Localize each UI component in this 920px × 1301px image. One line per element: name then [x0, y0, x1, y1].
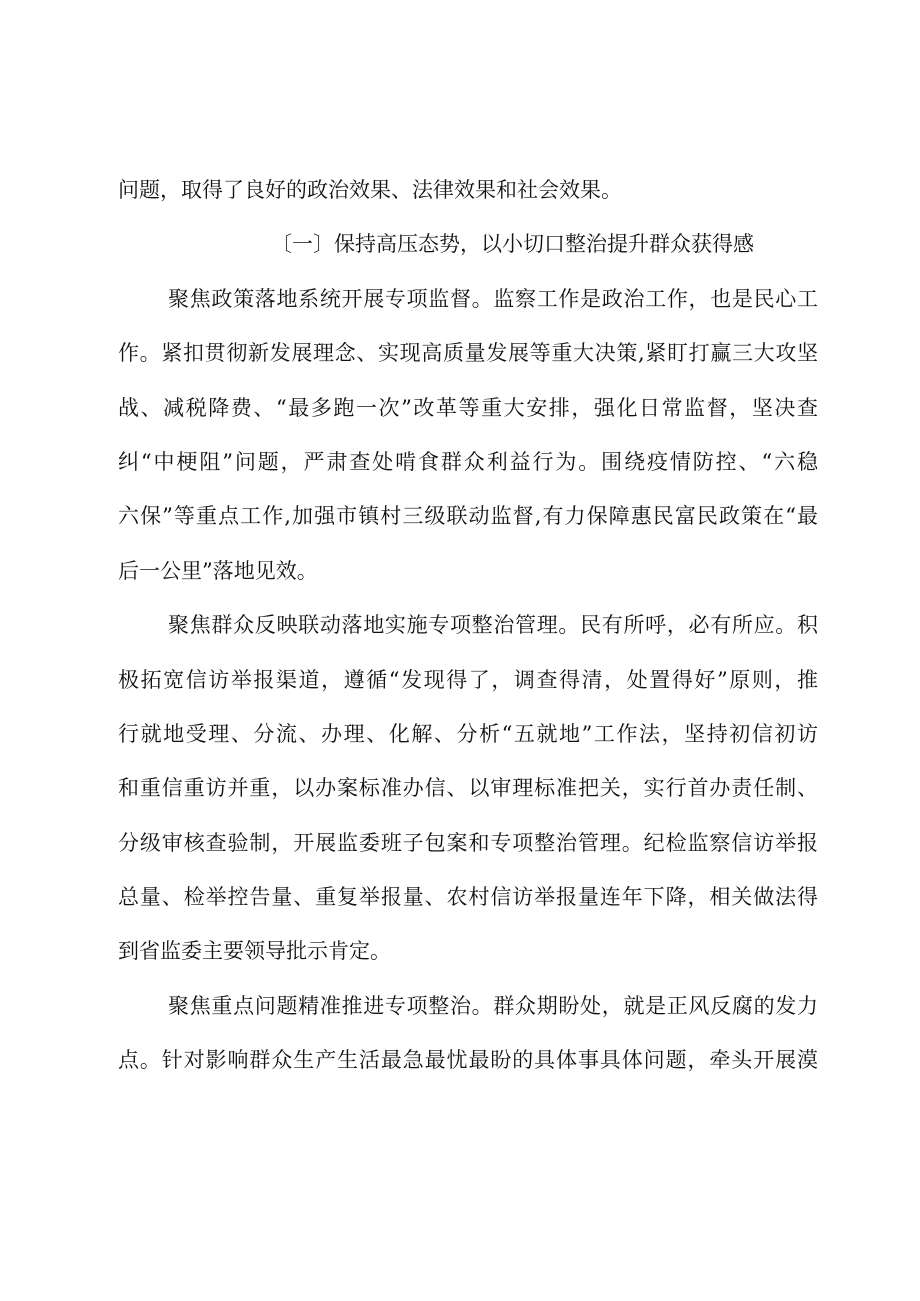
- paragraph-line: 纠“中梗阻”问题，严肃查处啃食群众利益行为。围绕疫情防控、“六稳: [118, 449, 818, 474]
- paragraph-line: 到省监委主要领导批示肯定。: [118, 939, 391, 964]
- paragraph-line: 六保”等重点工作,加强市镇村三级联动监督,有力保障惠民富民政策在“最: [118, 504, 818, 529]
- paragraph-line: 问题，取得了良好的政治效果、法律效果和社会效果。: [118, 178, 622, 202]
- section-heading: 〔一〕保持高压态势，以小切口整治提升群众获得感: [271, 232, 754, 257]
- paragraph-line: 后一公里”落地见效。: [118, 558, 318, 583]
- paragraph-line: 战、减税降费、“最多跑一次”改革等重大安排，强化日常监督，坚决查: [118, 395, 818, 420]
- paragraph-line: 聚焦重点问题精准推进专项整治。群众期盼处，就是正风反腐的发力: [168, 993, 818, 1018]
- paragraph-line: 极拓宽信访举报渠道，遵循“发现得了，调查得清，处置得好”原则，推: [118, 667, 818, 692]
- paragraph-line: 和重信重访并重，以办案标准办信、以审理标准把关，实行首办责任制、: [118, 776, 818, 801]
- paragraph-line: 作。紧扣贯彻新发展理念、实现高质量发展等重大决策,紧盯打赢三大攻坚: [118, 341, 818, 366]
- paragraph-line: 聚焦群众反映联动落地实施专项整治管理。民有所呼，必有所应。积: [168, 613, 818, 638]
- paragraph-line: 分级审核查验制，开展监委班子包案和专项整治管理。纪检监察信访举报: [118, 830, 818, 855]
- paragraph-line: 聚焦政策落地系统开展专项监督。监察工作是政治工作，也是民心工: [168, 286, 818, 311]
- paragraph-line: 点。针对影响群众生产生活最急最忧最盼的具体事具体问题，牵头开展漠: [118, 1048, 818, 1073]
- document-body: [118, 163, 818, 1088]
- paragraph-line: 行就地受理、分流、办理、化解、分析“五就地”工作法，坚持初信初访: [118, 721, 818, 746]
- paragraph-line: 总量、检举控告量、重复举报量、农村信访举报量连年下降，相关做法得: [118, 885, 818, 910]
